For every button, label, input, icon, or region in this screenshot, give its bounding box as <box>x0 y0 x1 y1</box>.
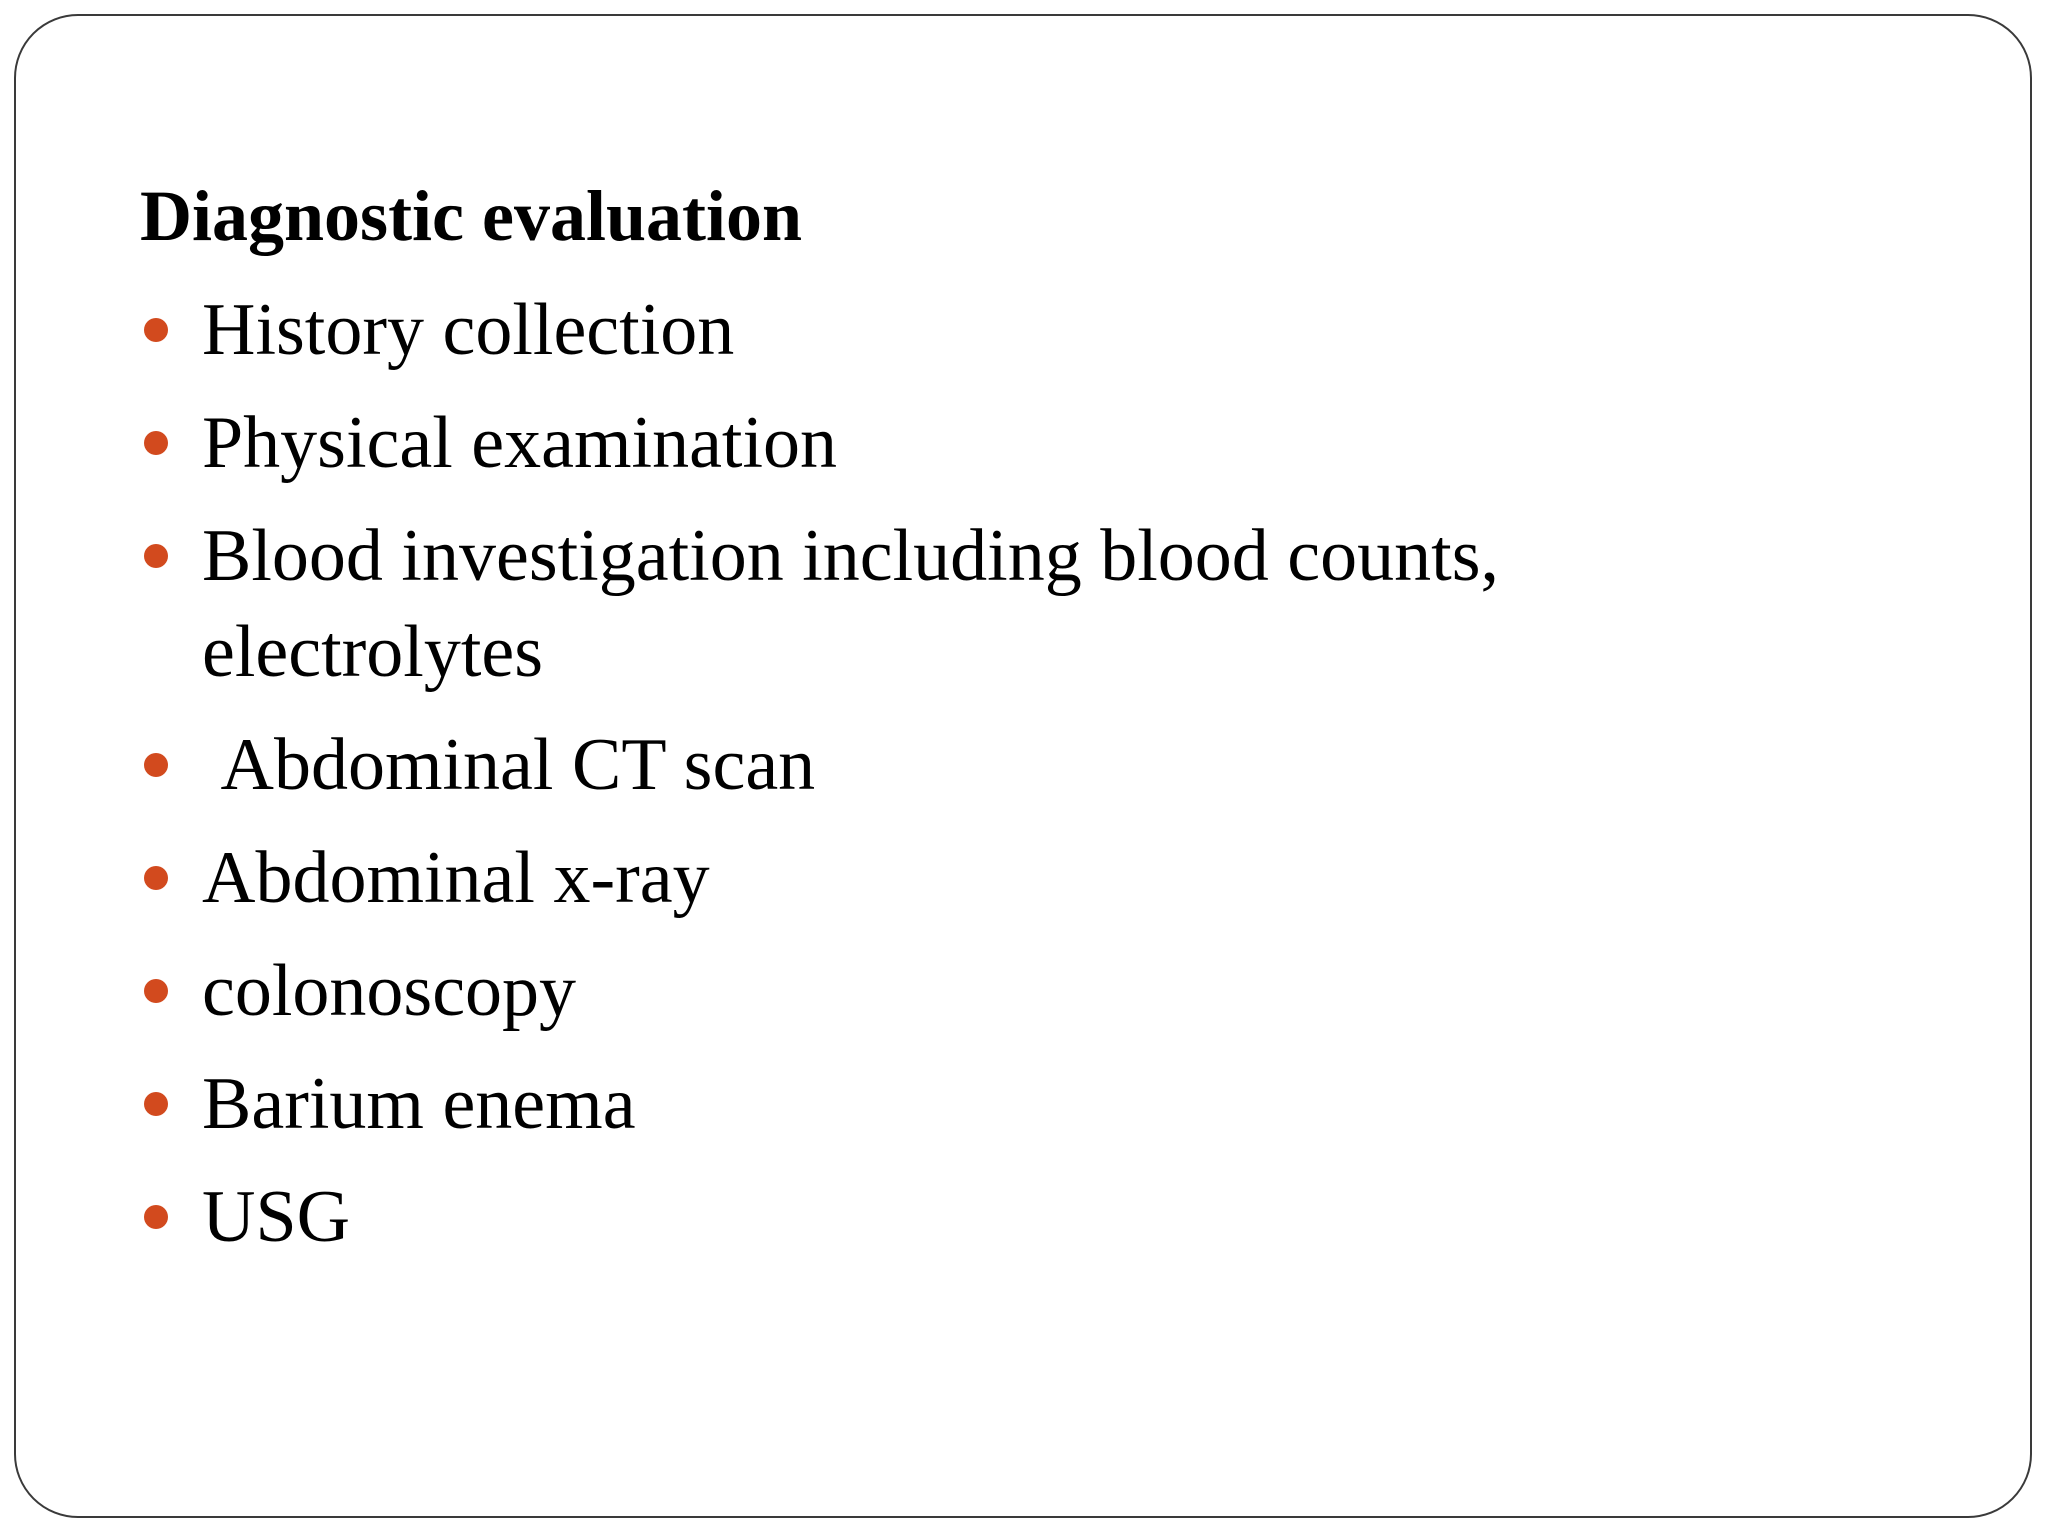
list-item-label: Blood investigation including blood counts, electrolytes <box>202 515 1518 693</box>
list-item-label: History collection <box>202 289 735 371</box>
bullet-dot-icon <box>144 431 168 455</box>
list-item-history <box>126 282 1722 378</box>
bullet-dot-icon <box>144 979 168 1003</box>
bullet-dot-icon <box>144 753 168 777</box>
bullet-dot-icon <box>144 544 168 568</box>
list-item-label: Physical examination <box>202 402 838 484</box>
bullet-dot-icon <box>144 866 168 890</box>
list-item-label: Abdominal x-ray <box>202 837 710 919</box>
slide-title: Diagnostic evaluation <box>140 176 803 256</box>
bullet-dot-icon <box>144 1092 168 1116</box>
list-item-usg <box>126 1169 1722 1265</box>
list-item-label: Barium enema <box>202 1063 636 1145</box>
bullet-list <box>126 282 1886 1265</box>
slide-content <box>126 168 1886 1282</box>
list-item-physical-exam <box>126 395 1722 491</box>
list-item-colonoscopy <box>126 943 1722 1039</box>
list-item-label: Abdominal CT scan <box>202 724 816 806</box>
list-item-label: colonoscopy <box>202 950 577 1032</box>
bullet-dot-icon <box>144 1205 168 1229</box>
list-item-blood-investigation <box>126 508 1722 700</box>
list-item-ct-scan <box>126 717 1722 813</box>
list-item-barium-enema <box>126 1056 1722 1152</box>
list-item-label: USG <box>202 1176 351 1258</box>
slide-frame <box>14 14 2032 1518</box>
bullet-dot-icon <box>144 318 168 342</box>
list-item-x-ray <box>126 830 1722 926</box>
